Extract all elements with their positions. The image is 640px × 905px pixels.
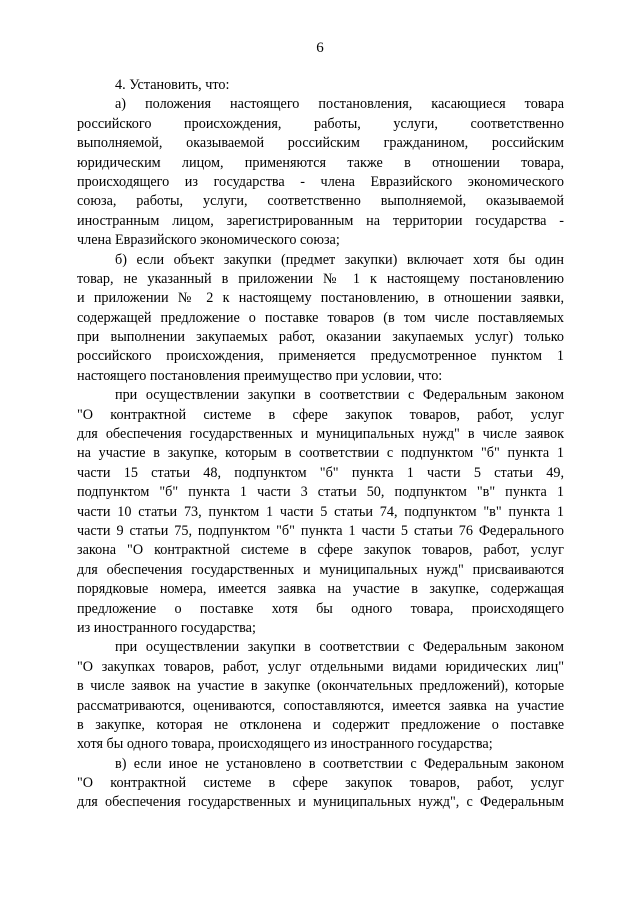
text-line: в числе заявок на участие в закупке (окончательных предложений), которые [77, 678, 564, 695]
text-line: "О закупках товаров, работ, услуг отдельными видами юридических лиц" [77, 658, 564, 675]
text-line: происходящего из государства - члена Евразийского экономического [77, 173, 564, 190]
text-line: части 9 статьи 75, подпунктом "б" пункта 1 части 5 статьи 76 Федерального [77, 522, 564, 539]
text-line: порядковые номера, имеется заявка на участие в закупке, содержащая [77, 581, 564, 598]
text-line: предложение о поставке хотя бы одного товара, происходящего [77, 600, 564, 617]
text-line: из иностранного государства; [77, 619, 256, 636]
text-line: содержащей предложение о поставке товаров (в том числе поставляемых [77, 309, 564, 326]
text-line: члена Евразийского экономического союза; [77, 232, 340, 249]
text-line: российского происхождения, применяется предусмотренное пунктом 1 [77, 348, 564, 365]
text-line: хотя бы одного товара, происходящего из иностранного государства; [77, 736, 493, 753]
text-line: и приложении № 2 к настоящему постановлению, в отношении заявки, [77, 290, 564, 307]
text-line: юридическим лицом, применяются также в отношении товара, [77, 154, 564, 171]
text-line: российского происхождения, работы, услуги, соответственно [77, 115, 564, 132]
text-line: в) если иное не установлено в соответствии с Федеральным законом [115, 755, 564, 772]
text-line: союза, работы, услуги, соответственно выполняемой, оказываемой [77, 193, 564, 210]
text-line: при осуществлении закупки в соответствии с Федеральным законом [115, 387, 564, 404]
text-line: для обеспечения государственных и муниципальных нужд" присваиваются [77, 561, 564, 578]
document-body [77, 76, 564, 813]
text-line: при выполнении закупаемых работ, оказании закупаемых услуг) только [77, 329, 564, 346]
text-line: при осуществлении закупки в соответствии с Федеральным законом [115, 639, 564, 656]
text-line: в закупке, которая не отклонена и содержит предложение о поставке [77, 716, 564, 733]
text-line: б) если объект закупки (предмет закупки) включает хотя бы один [115, 251, 564, 268]
text-line: "О контрактной системе в сфере закупок товаров, работ, услуг [77, 406, 564, 423]
text-line: 4. Установить, что: [115, 77, 230, 93]
text-line: рассматриваются, оцениваются, сопоставляются, имеется заявка на участие [77, 697, 564, 714]
text-line: "О контрактной системе в сфере закупок товаров, работ, услуг [77, 775, 564, 792]
text-line: выполняемой, оказываемой российским гражданином, российским [77, 135, 564, 152]
text-line: а) положения настоящего постановления, касающиеся товара [115, 96, 564, 113]
text-line: закона "О контрактной системе в сфере закупок товаров, работ, услуг [77, 542, 564, 559]
text-line: для обеспечения государственных и муниципальных нужд", с Федеральным [77, 794, 564, 811]
page-number: 6 [316, 40, 324, 56]
text-line: на участие в закупке, которым в соответствии с подпунктом "б" пункта 1 [77, 445, 564, 462]
text-line: для обеспечения государственных и муниципальных нужд" в числе заявок [77, 426, 564, 443]
text-line: иностранным лицом, зарегистрированным на территории государства - [77, 212, 564, 229]
text-line: части 15 статьи 48, подпунктом "б" пункта 1 части 5 статьи 49, [77, 464, 564, 481]
text-line: подпунктом "б" пункта 1 части 3 статьи 50, подпунктом "в" пункта 1 [77, 484, 564, 501]
text-line: настоящего постановления преимущество при условии, что: [77, 367, 443, 384]
text-line: части 10 статьи 73, пунктом 1 части 5 статьи 74, подпунктом "в" пункта 1 [77, 503, 564, 520]
text-line: товар, не указанный в приложении № 1 к настоящему постановлению [77, 270, 564, 287]
